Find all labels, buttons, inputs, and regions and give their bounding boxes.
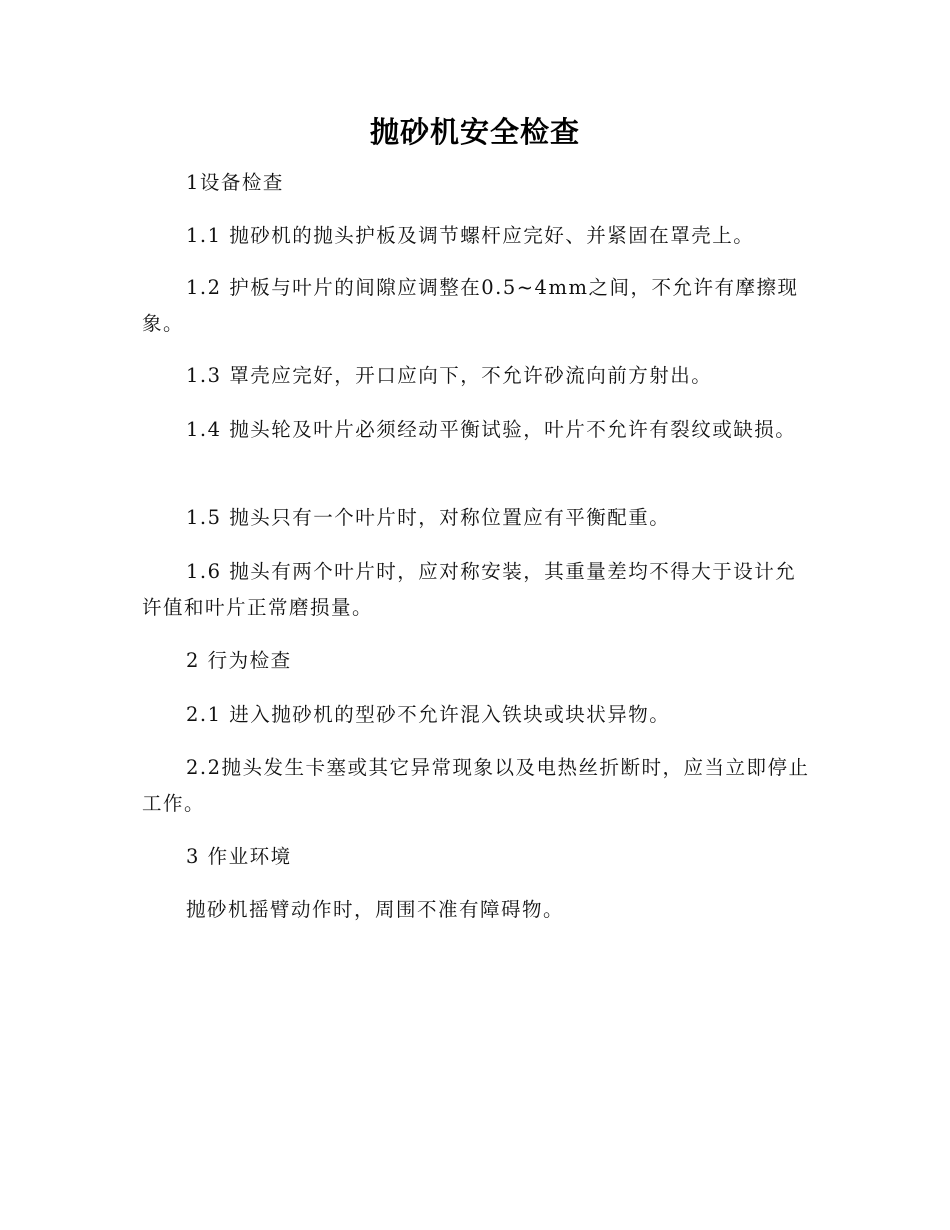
paragraph-1-4: 1.4 抛头轮及叶片必须经动平衡试验，叶片不允许有裂纹或缺损。 [186,418,797,441]
paragraph-2-1: 2.1 进入抛砂机的型砂不允许混入铁块或块状异物。 [186,703,671,726]
section-heading-behavior: 2 行为检查 [186,649,292,672]
paragraph-3-1: 抛砂机摇臂动作时，周围不准有障碍物。 [186,898,565,921]
paragraph-1-5: 1.5 抛头只有一个叶片时，对称位置应有平衡配重。 [186,506,671,529]
paragraph-1-2: 1.2 护板与叶片的间隙应调整在0.5~4mm之间，不允许有摩擦现象。 [142,276,799,335]
section-heading-environment: 3 作业环境 [186,845,292,868]
paragraph-1-1: 1.1 抛砂机的抛头护板及调节螺杆应完好、并紧固在罩壳上。 [186,224,755,247]
paragraph-1-3: 1.3 罩壳应完好，开口应向下，不允许砂流向前方射出。 [186,364,713,387]
paragraph-1-6: 1.6 抛头有两个叶片时，应对称安装，其重量差均不得大于设计允许值和叶片正常磨损量。 [142,560,797,619]
document-title: 抛砂机安全检查 [369,115,580,149]
paragraph-2-2: 2.2抛头发生卡塞或其它异常现象以及电热丝折断时，应当立即停止工作。 [142,756,810,815]
section-heading-equipment: 1设备检查 [186,171,284,194]
